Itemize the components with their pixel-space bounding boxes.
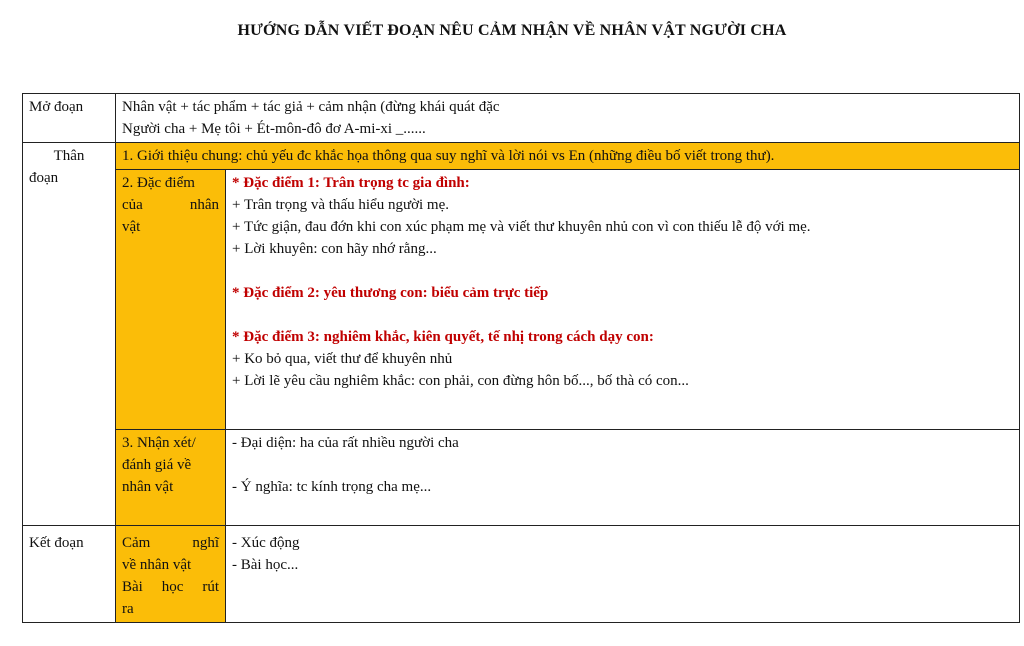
than-doan-label xyxy=(23,143,116,526)
than-doan-label-line-1: Thân xyxy=(53,148,85,164)
dac-diem-label-line-2: của nhân xyxy=(122,197,219,213)
dac-diem-1-item-2: + Tức giận, đau đớn khi con xúc phạm mẹ và viết thư khuyên nhủ con vì con thiếu lễ độ với mẹ. xyxy=(232,219,811,235)
nhan-xet-item-2: - Ý nghĩa: tc kính trọng cha mẹ... xyxy=(232,479,432,495)
dac-diem-1-item-3: + Lời khuyên: con hãy nhớ rằng... xyxy=(232,241,437,257)
spacer xyxy=(232,454,1013,476)
row-ket-doan xyxy=(23,526,1020,623)
spacer xyxy=(232,260,1013,282)
cam-nghi-label-line-3: Bài học rút xyxy=(122,579,219,595)
cam-nghi-label-line-4: ra xyxy=(122,601,134,617)
row-nhan-xet xyxy=(23,430,1020,526)
dac-diem-3-title: * Đặc điểm 3: nghiêm khắc, kiên quyết, tế nhị trong cách dạy con: xyxy=(232,329,654,345)
dac-diem-label-line-3: vật xyxy=(122,219,141,235)
dac-diem-label-line-1: 2. Đặc điểm xyxy=(122,175,195,191)
dac-diem-3-item-1: + Ko bỏ qua, viết thư để khuyên nhủ xyxy=(232,351,453,367)
row-than-doan-intro xyxy=(23,143,1020,170)
ket-doan-item-2: - Bài học... xyxy=(232,557,299,573)
dac-diem-3-item-2: + Lời lẽ yêu cầu nghiêm khắc: con phải, con đừng hôn bố..., bố thà có con... xyxy=(232,373,689,389)
mo-doan-content xyxy=(116,94,1020,143)
nhan-xet-content xyxy=(226,430,1020,526)
ket-doan-label: Kết đoạn xyxy=(23,526,116,623)
page-title: HƯỚNG DẪN VIẾT ĐOẠN NÊU CẢM NHẬN VỀ NHÂN VẬT NGƯỜI CHA xyxy=(237,22,787,39)
dac-diem-content xyxy=(226,170,1020,430)
cam-nghi-label-line-1: Cảm nghĩ xyxy=(122,535,219,551)
row-mo-doan xyxy=(23,94,1020,143)
nhan-xet-label-line-2: đánh giá về xyxy=(122,457,192,473)
dac-diem-1-title: * Đặc điểm 1: Trân trọng tc gia đình: xyxy=(232,175,470,191)
row-dac-diem xyxy=(23,170,1020,430)
spacer xyxy=(232,304,1013,326)
nhan-xet-item-1: - Đại diện: ha của rất nhiều người cha xyxy=(232,435,459,451)
nhan-xet-label-line-3: nhân vật xyxy=(122,479,174,495)
cam-nghi-label xyxy=(116,526,226,623)
ket-doan-item-1: - Xúc động xyxy=(232,535,300,551)
intro-cell: 1. Giới thiệu chung: chủ yếu đc khắc họa thông qua suy nghĩ và lời nói vs En (những điều bố viết trong thư). xyxy=(116,143,1020,170)
dac-diem-label xyxy=(116,170,226,430)
cam-nghi-label-line-2: về nhân vật xyxy=(122,557,192,573)
dac-diem-1-item-1: + Trân trọng và thấu hiểu người mẹ. xyxy=(232,197,450,213)
nhan-xet-label-line-1: 3. Nhận xét/ xyxy=(122,435,196,451)
mo-doan-line-1: Nhân vật + tác phẩm + tác giả + cảm nhận (đừng khái quát đặc xyxy=(122,99,500,115)
ket-doan-content xyxy=(226,526,1020,623)
than-doan-label-line-2: đoạn xyxy=(29,170,59,186)
mo-doan-line-2: Người cha + Mẹ tôi + Ét-môn-đô đơ A-mi-xi _...... xyxy=(122,121,426,137)
mo-doan-label: Mở đoạn xyxy=(23,94,116,143)
nhan-xet-label xyxy=(116,430,226,526)
guide-table xyxy=(22,93,1020,623)
dac-diem-2-title: * Đặc điểm 2: yêu thương con: biểu cảm trực tiếp xyxy=(232,285,549,301)
